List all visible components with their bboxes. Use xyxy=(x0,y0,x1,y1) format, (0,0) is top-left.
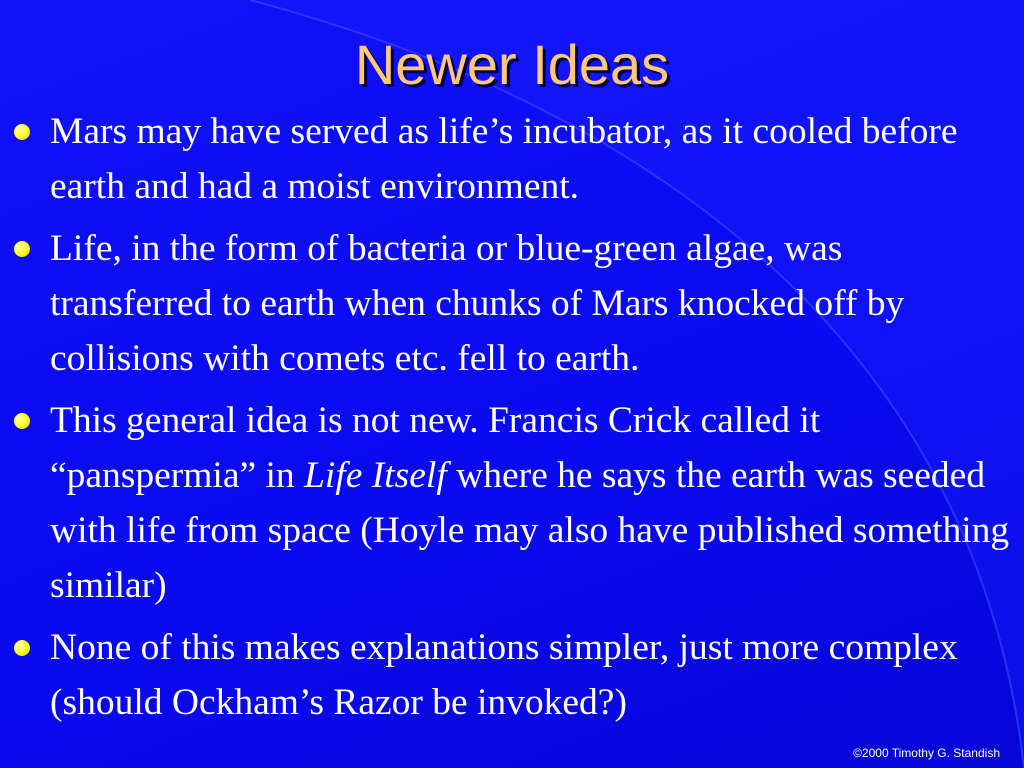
bullet-item xyxy=(0,393,1024,613)
bullet-list xyxy=(0,104,1024,737)
slide-title: Newer Ideas xyxy=(354,33,670,96)
bullet-text: None of this makes explanations simpler, just more complex (should Ockham’s Razor be invoked?) xyxy=(50,627,958,723)
bullet-dot-icon xyxy=(14,241,30,257)
bullet-item xyxy=(0,620,1024,730)
bullet-item xyxy=(0,104,1024,214)
bullet-item xyxy=(0,221,1024,386)
copyright-footer: ©2000 Timothy G. Standish xyxy=(853,746,1000,760)
bullet-text-after: where he says the earth was seeded with life from space (Hoyle may also have published something similar) xyxy=(50,455,1010,606)
book-title: Life Itself xyxy=(304,455,447,496)
bullet-text: Life, in the form of bacteria or blue-green algae, was transferred to earth when chunks of Mars knocked off by collisions with comets etc. fell to earth. xyxy=(50,228,905,379)
bullet-text: Mars may have served as life’s incubator, as it cooled before earth and had a moist environment. xyxy=(50,111,958,207)
bullet-dot-icon xyxy=(14,124,30,140)
bullet-dot-icon xyxy=(14,413,30,429)
bullet-text-before: This general idea is not new. Francis Crick called it “panspermia” in xyxy=(50,400,821,496)
bullet-dot-icon xyxy=(14,640,30,656)
